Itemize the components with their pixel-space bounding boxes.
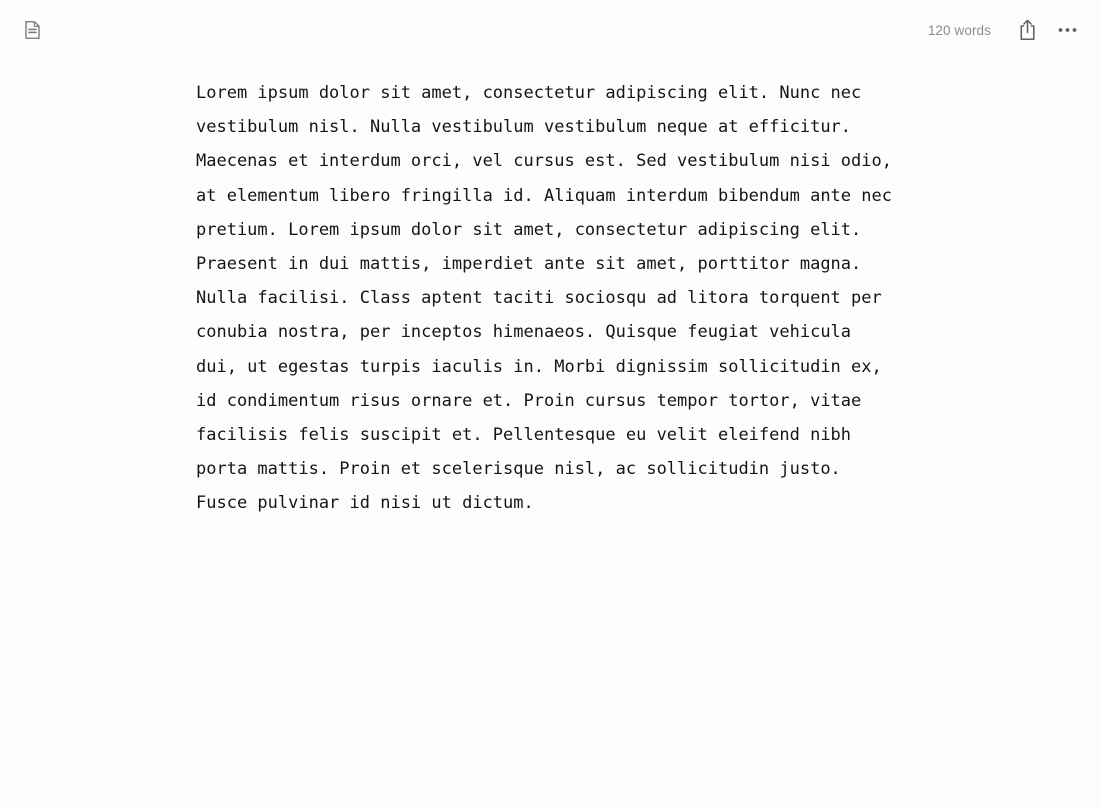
document-library-button[interactable] <box>24 20 41 40</box>
word-count[interactable]: 120 words <box>927 22 991 38</box>
toolbar-right-group <box>928 0 1077 60</box>
share-button[interactable] <box>1018 19 1037 41</box>
document-icon <box>24 20 41 40</box>
more-options-button[interactable] <box>1058 27 1077 33</box>
share-icon <box>1018 19 1037 41</box>
more-options-icon <box>1058 27 1077 33</box>
editor-area[interactable] <box>196 76 892 521</box>
document-text[interactable]: Lorem ipsum dolor sit amet, consectetur adipiscing elit. Nunc nec vestibulum nisl. Nulla vestibulum vestibulum neque at efficitur. Maecenas et interdum orci, vel cursus est. Sed vestibulum nisi odio, at elementum libero fringilla id. Aliquam interdum bibendum ante nec pretium. Lorem ipsum dolor sit amet, consectetur adipiscing elit. Praesent in dui mattis, imperdiet ante sit amet, porttitor magna. Nulla facilisi. Class aptent taciti sociosqu ad litora torquent per conubia nostra, per inceptos himenaeos. Quisque feugiat vehicula dui, ut egestas turpis iaculis in. Morbi dignissim sollicitudin ex, id condimentum risus ornare et. Proin cursus tempor tortor, vitae facilisis felis suscipit et. Pellentesque eu velit eleifend nibh porta mattis. Proin et scelerisque nisl, ac sollicitudin justo. Fusce pulvinar id nisi ut dictum. <box>196 83 892 514</box>
toolbar <box>0 0 1100 60</box>
